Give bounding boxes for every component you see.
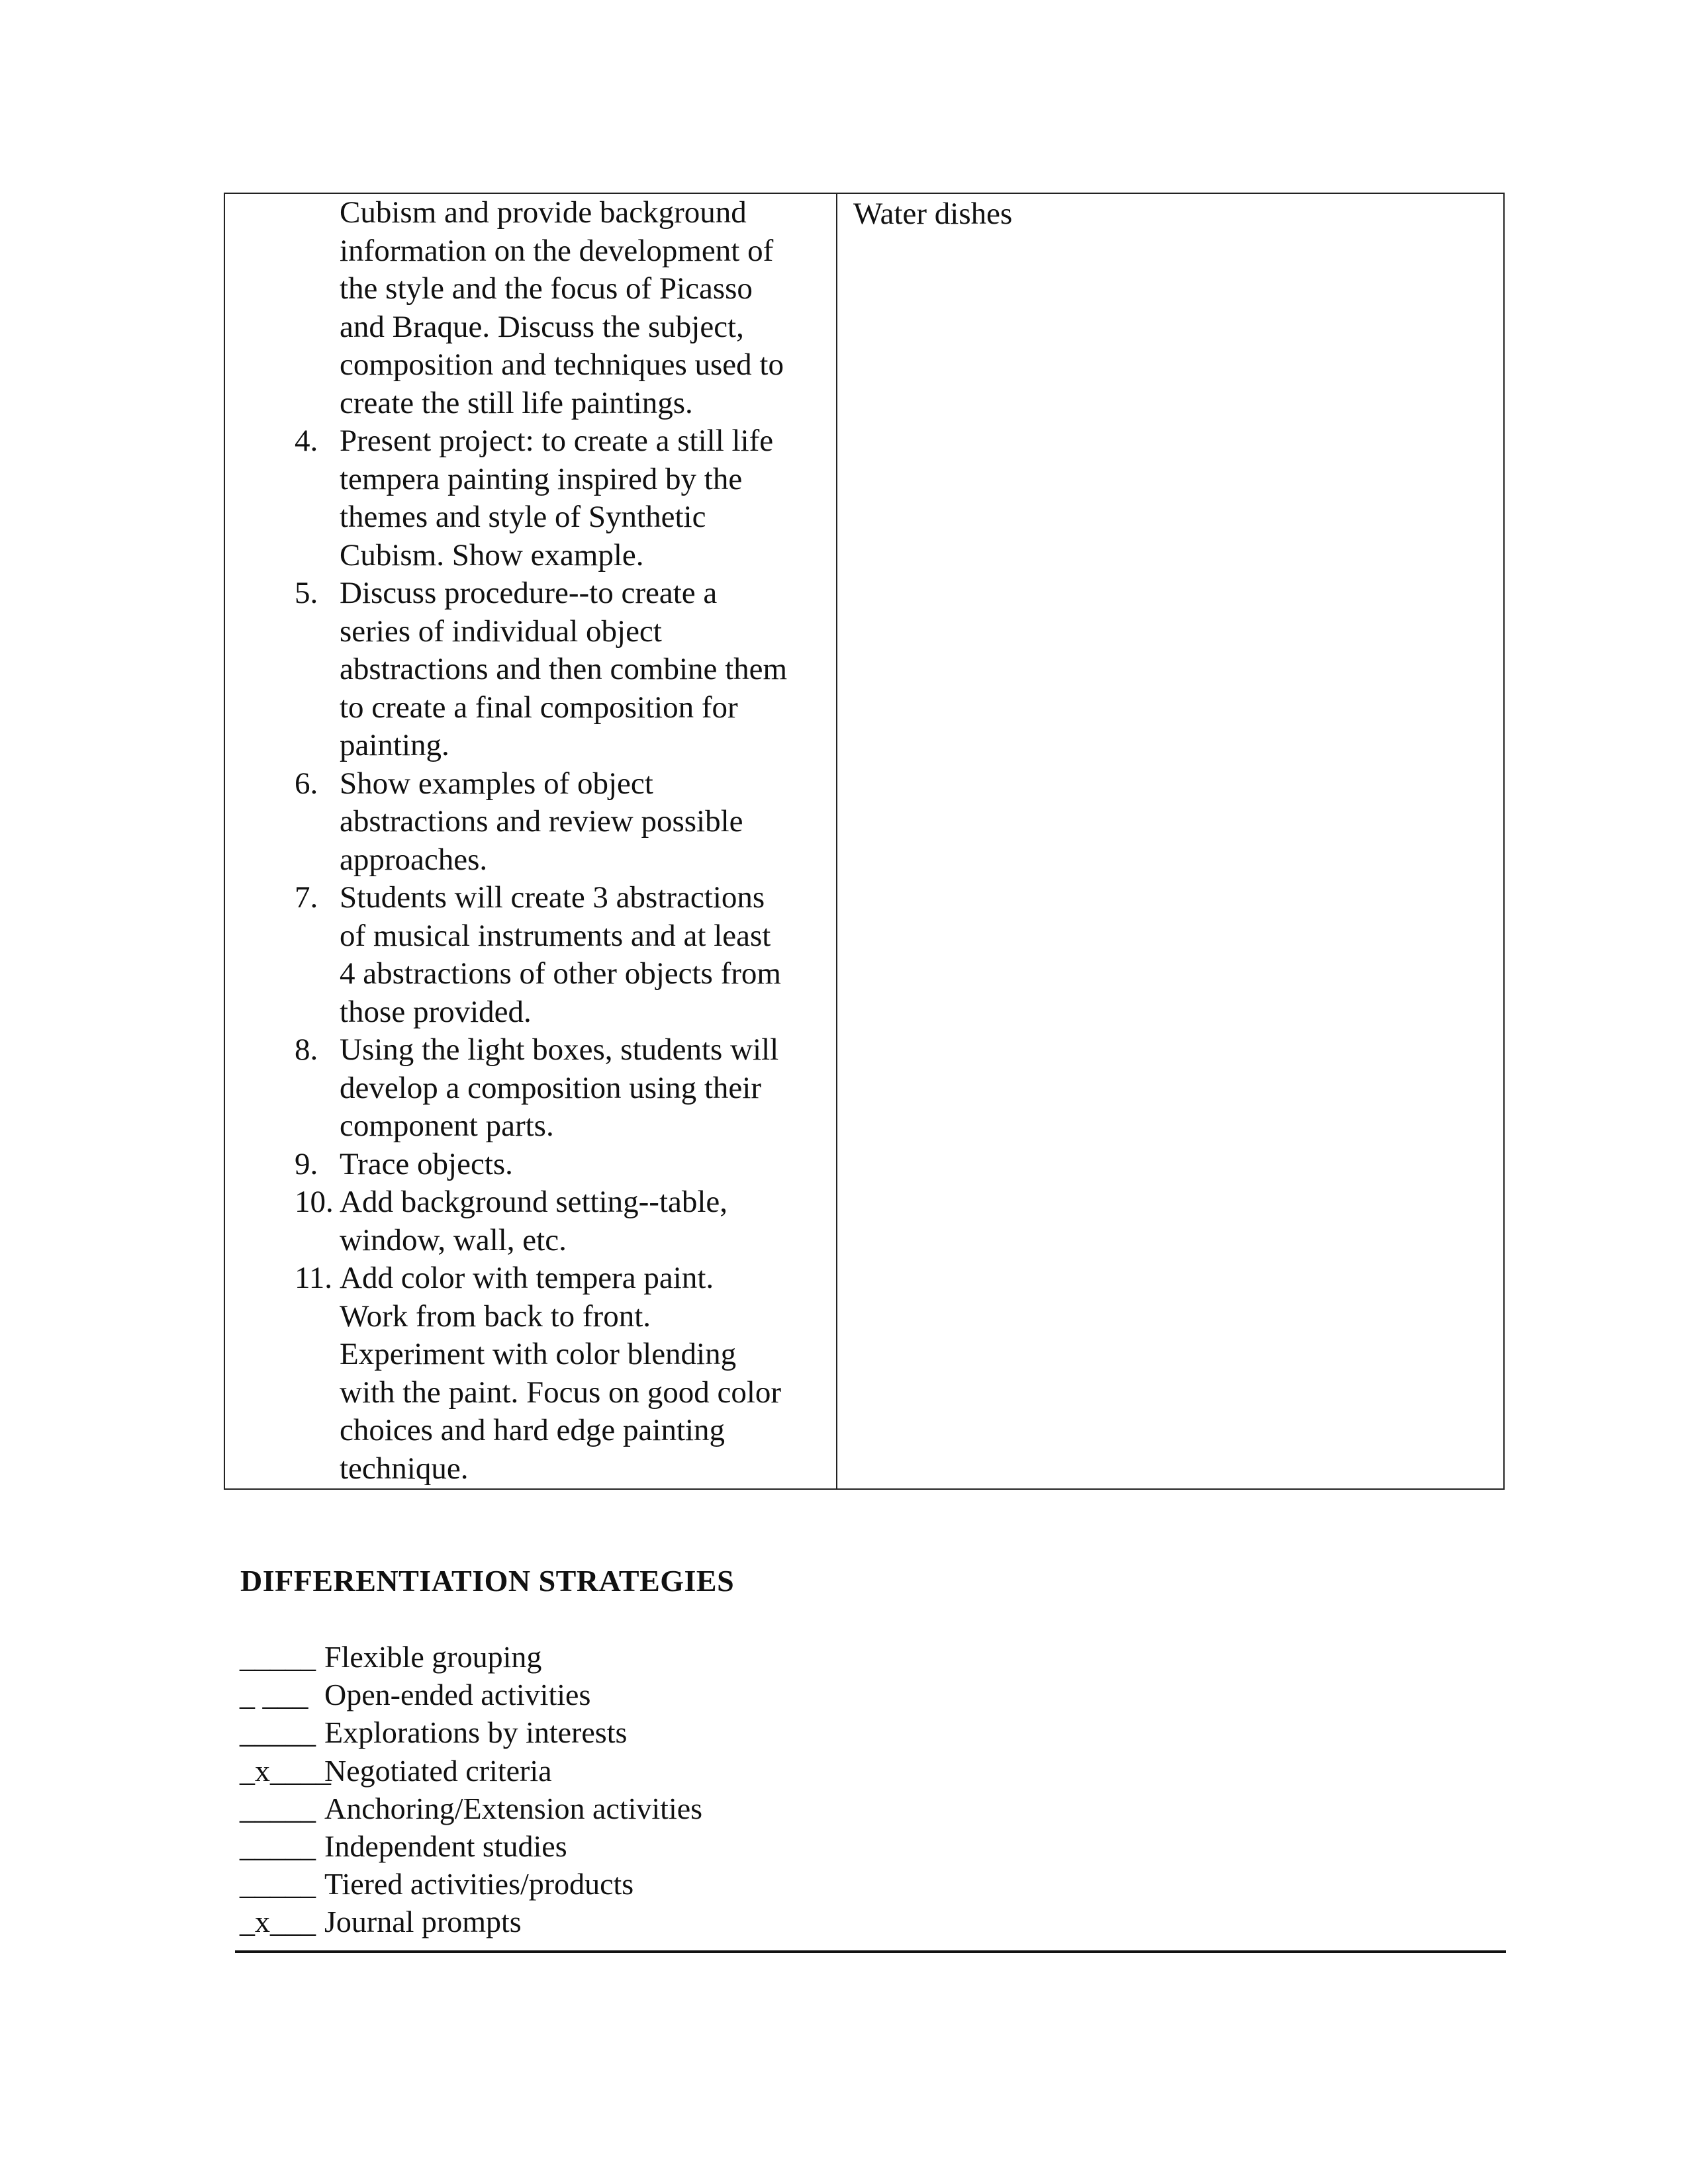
step-number [225, 917, 340, 956]
step-text: Present project: to create a still life [340, 424, 774, 458]
step-text: the style and the focus of Picasso [340, 271, 753, 306]
step-number [225, 498, 340, 537]
step-number: 5. [295, 576, 318, 610]
procedure-step-continuation [225, 270, 836, 308]
procedure-step-continuation [225, 689, 836, 727]
step-text: Using the light boxes, students will [340, 1032, 779, 1067]
step-number [225, 308, 340, 347]
procedure-step [225, 1183, 836, 1222]
step-number: 4. [295, 424, 318, 458]
differentiation-heading: DIFFERENTIATION STRATEGIES [240, 1564, 735, 1598]
step-number [225, 613, 340, 651]
strategy-item [240, 1638, 702, 1676]
step-text: choices and hard edge painting [340, 1413, 726, 1447]
step-number [225, 537, 340, 575]
step-number [225, 955, 340, 993]
procedure-step [225, 879, 836, 917]
step-text: Experiment with color blending [340, 1337, 737, 1371]
step-number [225, 1069, 340, 1108]
strategy-checkmark-blank: _____ [240, 1867, 324, 1901]
step-number [225, 841, 340, 880]
step-number: 6. [295, 766, 318, 801]
step-number: 9. [295, 1146, 318, 1181]
strategy-checkmark-blank: _____ [240, 1791, 324, 1825]
step-number [225, 803, 340, 841]
procedure-step [225, 194, 836, 232]
step-number [225, 1336, 340, 1374]
step-number [225, 727, 340, 765]
step-text: Cubism. Show example. [340, 537, 644, 572]
step-text: Trace objects. [340, 1146, 513, 1181]
step-number [225, 1450, 340, 1488]
step-text: develop a composition using their [340, 1070, 762, 1105]
procedure-step-continuation [225, 955, 836, 993]
step-number [225, 993, 340, 1032]
procedure-step [225, 765, 836, 803]
step-text: abstractions and then combine them [340, 652, 788, 686]
step-text: to create a final composition for [340, 690, 738, 725]
step-text: approaches. [340, 842, 488, 877]
procedure-step-continuation [225, 651, 836, 689]
procedure-step-continuation [225, 613, 836, 651]
procedure-step-continuation [225, 461, 836, 499]
step-number [225, 270, 340, 308]
step-number: 10. [295, 1185, 334, 1219]
step-number [225, 385, 340, 423]
procedure-step-continuation [225, 1298, 836, 1336]
procedure-step [225, 422, 836, 461]
step-number [225, 1374, 340, 1412]
step-text: and Braque. Discuss the subject, [340, 309, 744, 344]
step-number [225, 1412, 340, 1450]
strategy-item [240, 1865, 702, 1903]
procedure-step-continuation [225, 841, 836, 880]
materials-column [837, 194, 1503, 1488]
strategy-label: Journal prompts [324, 1905, 522, 1939]
procedure-column [225, 194, 837, 1488]
differentiation-strategies-list [240, 1638, 702, 1941]
step-text: abstractions and review possible [340, 804, 743, 839]
step-text: tempera painting inspired by the [340, 461, 743, 496]
strategy-item [240, 1676, 702, 1713]
step-text: painting. [340, 728, 449, 762]
procedure-step-continuation [225, 537, 836, 575]
procedure-step [225, 1259, 836, 1298]
procedure-step-continuation [225, 346, 836, 385]
strategy-label: Independent studies [324, 1829, 567, 1864]
procedure-step-continuation [225, 727, 836, 765]
procedure-step-continuation [225, 385, 836, 423]
step-number [225, 689, 340, 727]
procedure-step-continuation [225, 917, 836, 956]
strategy-item [240, 1827, 702, 1865]
strategy-label: Tiered activities/products [324, 1867, 634, 1901]
step-text: window, wall, etc. [340, 1222, 567, 1257]
step-number: 7. [295, 880, 318, 915]
strategy-label: Negotiated criteria [324, 1753, 552, 1788]
procedure-step [225, 1146, 836, 1184]
strategy-checkmark-blank: _x____ [240, 1753, 339, 1788]
step-text: those provided. [340, 994, 532, 1029]
materials-text: Water dishes [853, 197, 1013, 231]
procedure-step-continuation [225, 993, 836, 1032]
procedure-step-continuation [225, 1107, 836, 1146]
strategy-checkmark-blank: _ ___ [240, 1678, 308, 1712]
strategy-item [240, 1790, 702, 1827]
step-text: Show examples of object [340, 766, 653, 801]
strategy-label: Open-ended activities [324, 1678, 591, 1712]
procedure-step [225, 574, 836, 613]
step-number [225, 1298, 340, 1336]
procedure-step-continuation [225, 1450, 836, 1488]
strategy-label: Flexible grouping [324, 1640, 542, 1674]
step-text: with the paint. Focus on good color [340, 1375, 782, 1410]
procedure-steps [225, 194, 836, 1488]
step-text: themes and style of Synthetic [340, 500, 706, 534]
procedure-step-continuation [225, 308, 836, 347]
strategy-label: Explorations by interests [324, 1715, 628, 1750]
strategy-item [240, 1713, 702, 1751]
step-text: information on the development of [340, 233, 774, 268]
strategy-item [240, 1752, 702, 1790]
step-number: 11. [295, 1261, 333, 1295]
procedure-step-continuation [225, 1412, 836, 1450]
step-number [225, 651, 340, 689]
step-text: Add color with tempera paint. [340, 1261, 714, 1295]
step-text: Add background setting--table, [340, 1185, 728, 1219]
step-number [225, 232, 340, 271]
procedure-step-continuation [225, 1069, 836, 1108]
strategy-checkmark-blank: _____ [240, 1829, 324, 1864]
step-number: 8. [295, 1032, 318, 1067]
step-text: Discuss procedure--to create a [340, 576, 718, 610]
horizontal-rule [235, 1950, 1506, 1953]
step-text: Students will create 3 abstractions [340, 880, 765, 915]
step-text: component parts. [340, 1109, 554, 1143]
step-number [225, 461, 340, 499]
procedure-step-continuation [225, 1222, 836, 1260]
strategy-checkmark-blank: _____ [240, 1715, 324, 1750]
step-number [225, 194, 340, 232]
strategy-checkmark-blank: _____ [240, 1640, 316, 1674]
step-number [225, 1222, 340, 1260]
step-text: technique. [340, 1451, 469, 1486]
step-number [225, 1107, 340, 1146]
step-text: series of individual object [340, 614, 662, 649]
step-text: of musical instruments and at least [340, 918, 771, 953]
strategy-checkmark-blank: _x___ [240, 1905, 324, 1939]
strategy-item [240, 1903, 702, 1940]
step-text: 4 abstractions of other objects from [340, 956, 781, 991]
procedure-step-continuation [225, 498, 836, 537]
step-text: Work from back to front. [340, 1298, 651, 1334]
procedure-step [225, 1031, 836, 1069]
procedure-step-continuation [225, 803, 836, 841]
procedure-table [224, 193, 1505, 1490]
step-number [225, 346, 340, 385]
procedure-step-continuation [225, 232, 836, 271]
step-text: Cubism and provide background [340, 195, 747, 230]
strategy-label: Anchoring/Extension activities [324, 1791, 703, 1825]
step-text: create the still life paintings. [340, 385, 693, 420]
procedure-step-continuation [225, 1374, 836, 1412]
procedure-step-continuation [225, 1336, 836, 1374]
step-text: composition and techniques used to [340, 347, 784, 382]
